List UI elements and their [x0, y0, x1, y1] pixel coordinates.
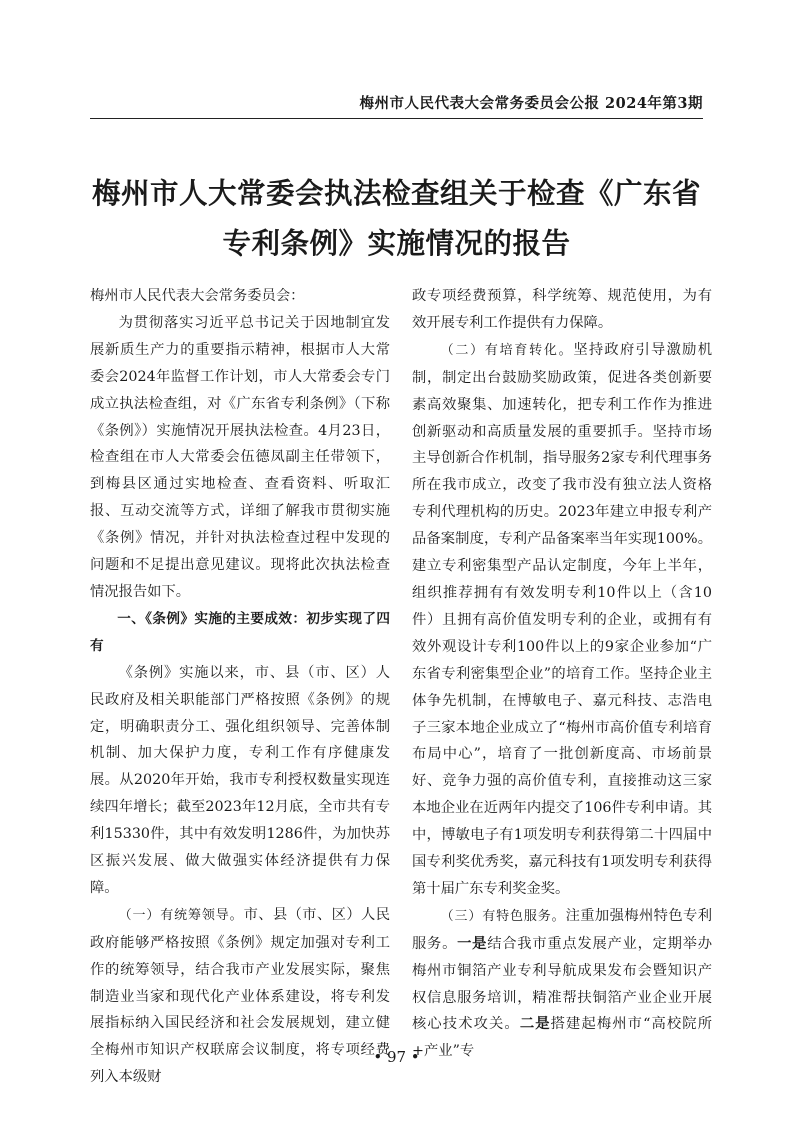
report-title [60, 168, 733, 268]
left-column [90, 283, 390, 1091]
achievements-paragraph: 《条例》实施以来，市、县（市、区）人民政府及相关职能部门严格按照《条例》的规定，明确职责分工、强化组织领导、完善体制机制、加大保护力度，专利工作有序健康发展。从2020年开始，我市专利授权数量实现连续四年增长；截至2023年12月底，全市共有专利15330件，其中有效发明1286件，为加快苏区振兴发展、做大做强实体经济提供有力保障。 [90, 664, 390, 896]
title-line-2: 专利条例》实施情况的报告 [222, 226, 571, 260]
services-text-c: 搭建起梅州市“高校院所+产业”专 [412, 1016, 713, 1060]
header-divider [90, 118, 703, 119]
title-line-1: 梅州市人大常委会执法检查组关于检查《广东省 [91, 176, 701, 210]
intro-paragraph: 为贯彻落实习近平总书记关于因地制宜发展新质生产力的重要指示精神，根据市人大常委会2024年监督工作计划，市人大常委会专门成立执法检查组，对《广东省专利条例》（下称《条例》）实施情况开展执法检查。4月23日，检查组在市人大常委会伍德凤副主任带领下，到梅县区通过实地检查、查看资料、听取汇报、互动交流等方式，详细了解我市贯彻实施《条例》情况，并针对执法检查过程中发现的问题和不足提出意见建议。现将此次执法检查情况报告如下。 [90, 314, 390, 600]
cultivation-paragraph [412, 337, 712, 903]
right-column [412, 283, 712, 1065]
section-heading-1: 一、《条例》实施的主要成效：初步实现了四有 [90, 610, 390, 654]
subheading-services: （三）有特色服务。 [440, 908, 566, 924]
page-number: • 97 • [373, 1048, 420, 1066]
point-one-label: 一是 [457, 935, 488, 952]
continued-paragraph: 政专项经费预算，科学统筹、规范使用，为有效开展专利工作提供有力保障。 [412, 288, 712, 331]
cultivation-text: 坚持政府引导激励机制，制定出台鼓励奖励政策，促进各类创新要素高效聚集、加速转化，把专利工作作为推进创新驱动和高质量发展的重要抓手。坚持市场主导创新合作机制，指导服务2家专利代理事务所在我市成立，改变了我市没有独立法人资格专利代理机构的历史。2023年建立申报专利产品备案制度，专利产品备案率当年实现100%。建立专利密集型产品认定制度，今年上半年，组织推荐拥有有效发明专利10件以上（含10件）且拥有高价值发明专利的企业，或拥有有效外观设计专利100件以上的9家企业参加“广东省专利密集型企业”的培育工作。坚持企业主体争先机制，在博敏电子、嘉元科技、志浩电子三家本地企业成立了“梅州市高价值专利培育布局中心”，培育了一批创新度高、市场前景好、竞争力强的高价值专利，直接推动这三家本地企业在近两年内提交了106件专利申请。其中，博敏电子有1项发明专利获得第二十四届中国专利奖优秀奖，嘉元科技有1项发明专利获得第十届广东专利奖金奖。 [412, 341, 712, 897]
subheading-cultivation: （二）有培育转化。 [440, 342, 574, 358]
services-text-a: 注重加强梅州特色专利服务。 [412, 907, 712, 952]
subheading-coordination: （一）有统筹领导。 [118, 907, 244, 923]
coordination-text: 市、县（市、区）人民政府能够严格按照《条例》规定加强对专利工作的统筹领导，结合我市产业发展实际，聚焦制造业当家和现代化产业体系建设，将专利发展指标纳入国民经济和社会发展规划，建立健全梅州市知识产权联席会议制度，将专项经费列入本级财 [90, 906, 390, 1086]
salutation: 梅州市人民代表大会常务委员会： [90, 288, 305, 304]
services-paragraph [412, 903, 712, 1065]
services-text-b: 结合我市重点发展产业，定期举办梅州市铜箔产业专利导航成果发布会暨知识产权信息服务培训，精准帮扶铜箔产业企业开展核心技术攻关。 [412, 935, 713, 1033]
journal-header: 梅州市人民代表大会常务委员会公报 2024年第3期 [359, 95, 703, 112]
point-two-label: 二是 [519, 1016, 551, 1033]
